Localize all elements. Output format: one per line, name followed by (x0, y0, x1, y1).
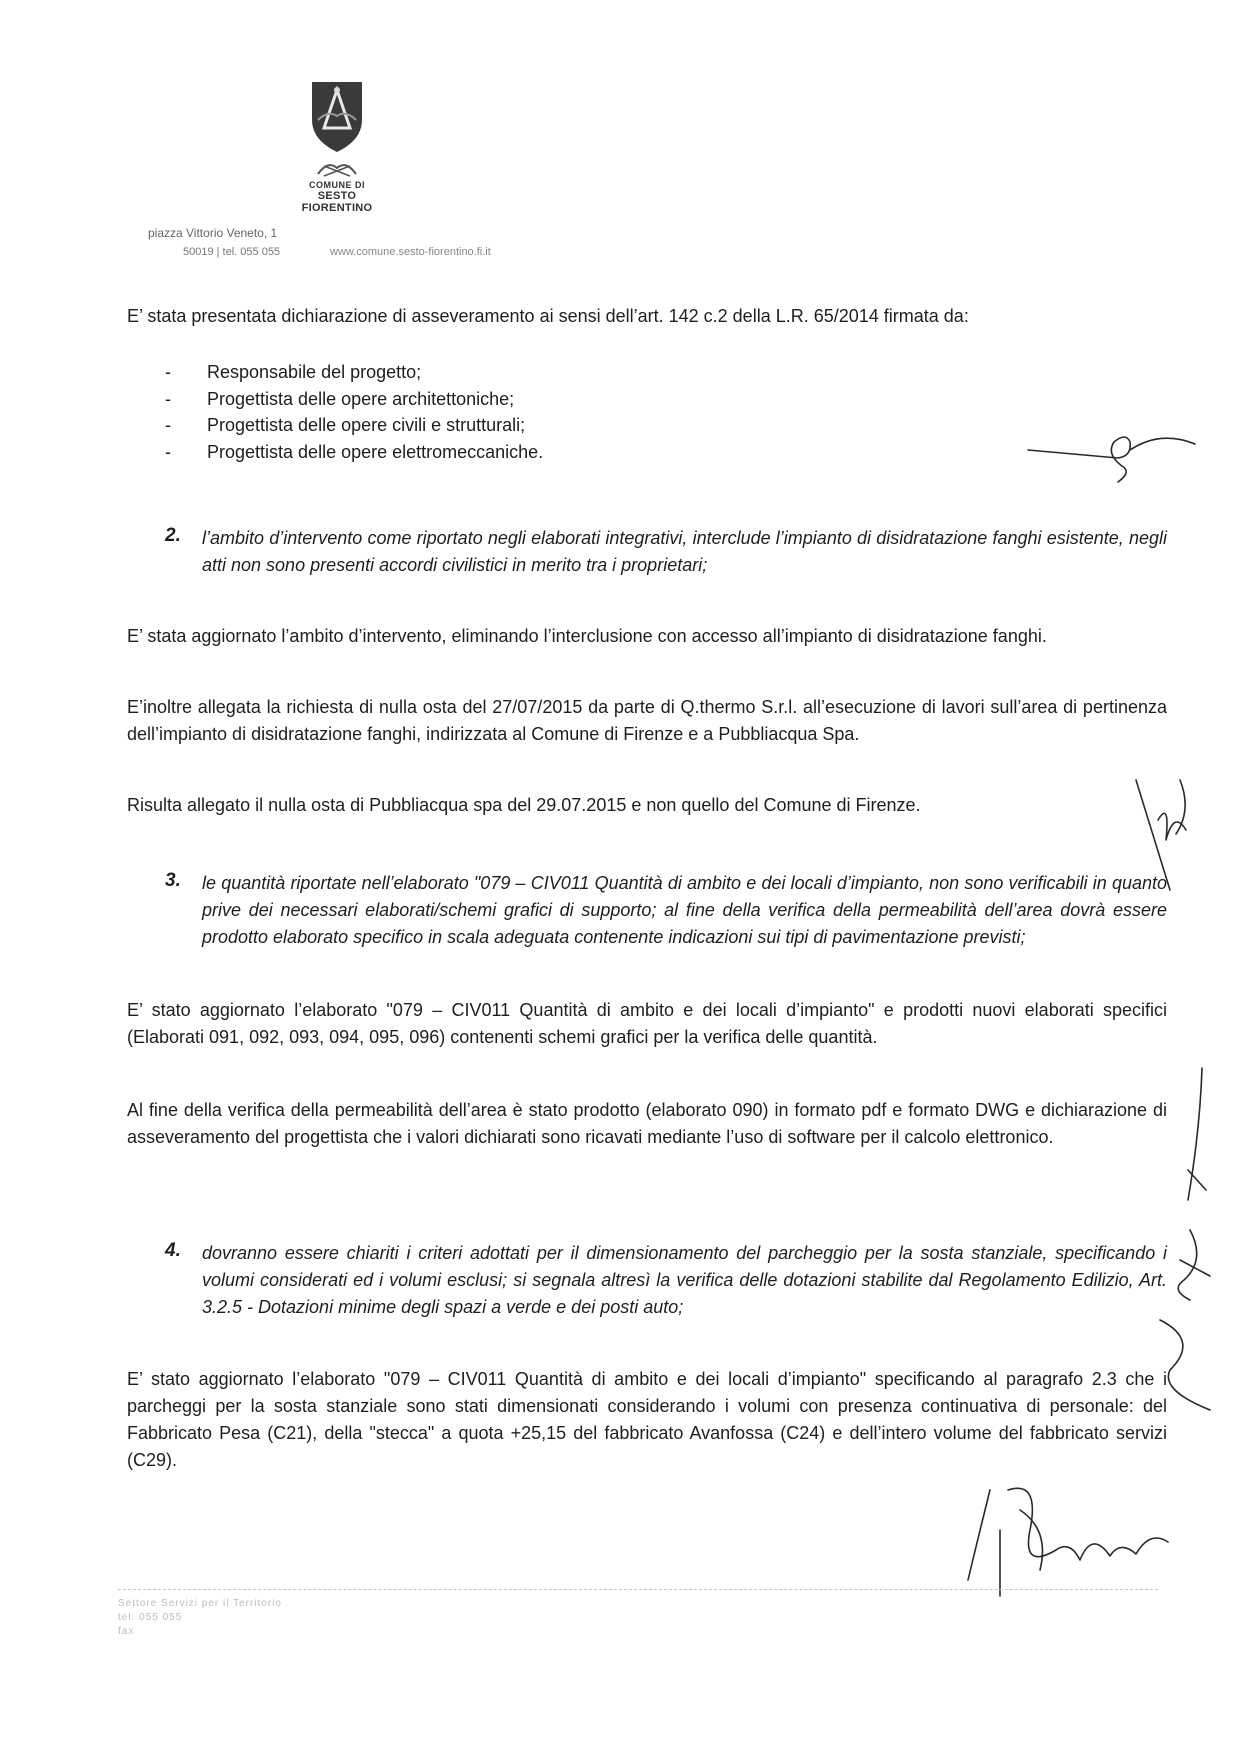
list-item: - Progettista delle opere elettromeccaniche. (165, 439, 543, 466)
point4-question: dovranno essere chiariti i criteri adottati per il dimensionamento del parcheggio per la sosta stanziale, specificando i volumi considerati ed i volumi esclusi; si segnala altresì la verifica delle dotazioni stabilite dal Regolamento Edilizio, Art. 3.2.5 - Dotazioni minime degli spazi a verde e dei posti auto; (202, 1243, 1167, 1317)
handwritten-initials-2 (1130, 770, 1200, 920)
point3-answer-1: E’ stato aggiornato l’elaborato "079 – CIV011 Quantità di ambito e dei locali d’impianto" e prodotti nuovi elaborati specifici (Elaborati 091, 092, 093, 094, 095, 096) contenenti schemi grafici per la verifica delle quantità. (127, 1000, 1167, 1047)
footer-line-3: fax (118, 1626, 135, 1637)
point3-answer-2: Al fine della verifica della permeabilità dell’area è stato prodotto (elaborato 090) in formato pdf e formato DWG e dichiarazione di asseveramento del progettista che i valori dichiarati sono ricavati mediante l’uso di software per il calcolo elettronico. (127, 1100, 1167, 1147)
org-name: SESTO FIORENTINO (301, 190, 373, 214)
point2-answer-3: Risulta allegato il nulla osta di Pubbliacqua spa del 29.07.2015 e non quello del Comune di Firenze. (127, 795, 921, 815)
footer-line-2: tel. 055 055 (118, 1612, 183, 1623)
point-number: 4. (165, 1240, 181, 1261)
point-number: 2. (165, 525, 181, 546)
intro-text: E’ stata presentata dichiarazione di asseveramento ai sensi dell’art. 142 c.2 della L.R. 65/2014 firmata da: (127, 306, 969, 326)
list-item: - Progettista delle opere architettoniche; (165, 386, 543, 413)
point3-question: le quantità riportate nell’elaborato "079 – CIV011 Quantità di ambito e dei locali d’impianto, non sono verificabili in quanto prive dei necessari elaborati/schemi grafici di supporto; al fine della verifica della permeabilità dell’area dovrà essere prodotto elaborato specifico in scala adeguata contenente indicazioni sui tipi di pavimentazione previsti; (202, 873, 1167, 947)
footer-divider (118, 1589, 1158, 1590)
org-line1: COMUNE DI (309, 180, 365, 190)
point4-answer: E’ stato aggiornato l’elaborato "079 – CIV011 Quantità di ambito e dei locali d’impianto" specificando al paragrafo 2.3 che i parcheggi per la sosta stanziale sono stati dimensionati considerando i volumi con presenza continuativa di personale: del Fabbricato Pesa (C21), della "stecca" a quota +25,15 del fabbricato Avanfossa (C24) e dell’intero volume del fabbricato servizi (C29). (127, 1369, 1167, 1470)
address: piazza Vittorio Veneto, 1 (148, 226, 278, 240)
handwritten-initials-3 (1150, 1220, 1230, 1420)
municipal-crest-icon (308, 80, 366, 154)
footer-line-1: Settore Servizi per il Territorio (118, 1598, 282, 1609)
list-item: - Responsabile del progetto; (165, 359, 543, 386)
handwritten-mark (1180, 1060, 1220, 1210)
point-number: 3. (165, 870, 181, 891)
postal-phone: 50019 | tel. 055 055 (183, 246, 281, 258)
point2-answer-1: E’ stata aggiornato l’ambito d’intervento, eliminando l’interclusione con accesso all’impianto di disidratazione fanghi. (127, 626, 1047, 646)
signatories-list (165, 359, 543, 465)
point2-question: l’ambito d’intervento come riportato negli elaborati integrativi, interclude l’impianto di disidratazione fanghi esistente, negli atti non sono presenti accordi civilistici in merito tra i proprietari; (202, 528, 1167, 575)
website: www.comune.sesto-fiorentino.fi.it (330, 246, 491, 258)
list-item: - Progettista delle opere civili e strutturali; (165, 412, 543, 439)
point2-answer-2: E’inoltre allegata la richiesta di nulla osta del 27/07/2015 da parte di Q.thermo S.r.l. all’esecuzione di lavori sull’area di pertinenza dell’impianto di disidratazione fanghi, indirizzata al Comune di Firenze e a Pubbliacqua Spa. (127, 697, 1167, 744)
handwritten-initials-1 (1020, 420, 1220, 490)
handwritten-signature (960, 1470, 1190, 1600)
letterhead-logo (282, 80, 392, 214)
laurel-ornament-icon (314, 156, 360, 178)
